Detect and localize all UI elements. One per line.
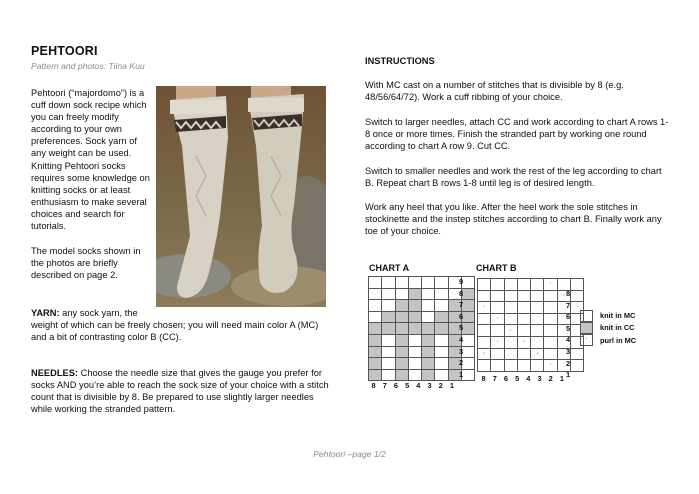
chart-b-column-numbers: [478, 374, 568, 383]
chart-cell: [462, 323, 475, 335]
chart-cell: [544, 336, 557, 348]
chart-cell: [504, 302, 517, 314]
chart-cell: [395, 358, 408, 370]
chart-cell: [491, 290, 504, 302]
chart-cell: [531, 360, 544, 372]
chart-row-number: 3: [566, 346, 571, 356]
chart-cell: [517, 279, 530, 291]
chart-row-number: 7: [566, 300, 571, 310]
chart-cell: [395, 311, 408, 323]
chart-cell: [382, 300, 395, 312]
chart-cell: [422, 369, 435, 381]
chart-cell: [422, 358, 435, 370]
needles-text: Choose the needle size that gives the gauge you prefer for socks AND you’re able to reach the sock size of your choice with a stitch count that is divisible by 8. Be prepared to use slightly larger needles while working the stranded pattern.: [31, 368, 329, 415]
chart-cell: [462, 369, 475, 381]
chart-cell: [369, 300, 382, 312]
chart-cell: [369, 323, 382, 335]
instruction-paragraph: Switch to larger needles, attach CC and work according to chart A rows 1-8 once or more times. Finish the stranded part by working one round according to chart A row 9. Cut CC.: [365, 117, 669, 152]
chart-row-number: 7: [459, 300, 464, 310]
chart-cell: [462, 288, 475, 300]
chart-row-number: 9: [459, 277, 464, 286]
chart-cell: ·: [491, 336, 504, 348]
chart-cell: [478, 336, 491, 348]
chart-cell: [517, 290, 530, 302]
yarn-text-start: any sock yarn, the: [59, 308, 138, 318]
chart-row-number: 1: [566, 370, 571, 380]
chart-cell: [395, 323, 408, 335]
chart-cell: [491, 325, 504, 337]
chart-cell: [408, 288, 421, 300]
chart-cell: [517, 325, 530, 337]
chart-column-number: 2: [548, 374, 553, 383]
chart-cell: [382, 346, 395, 358]
chart-cell: [478, 325, 491, 337]
legend-knit-mc: knit in MC: [600, 311, 636, 320]
chart-cell: [504, 313, 517, 325]
chart-cell: ·: [491, 313, 504, 325]
chart-row-number: 4: [459, 334, 464, 344]
chart-row-number: 8: [566, 289, 571, 298]
chart-cell: [435, 277, 448, 289]
chart-cell: [369, 277, 382, 289]
chart-cell: ·: [517, 336, 530, 348]
chart-cell: [517, 313, 530, 325]
legend-purl-mc: purl in MC: [600, 336, 637, 345]
legend-purl-mc-swatch: ·: [580, 334, 593, 346]
chart-cell: [571, 348, 584, 360]
chart-column-number: 7: [492, 374, 497, 383]
chart-cell: [491, 360, 504, 372]
chart-cell: [435, 334, 448, 346]
chart-cell: [422, 323, 435, 335]
chart-row-number: 5: [566, 323, 571, 333]
chart-cell: [408, 334, 421, 346]
chart-cell: [422, 334, 435, 346]
chart-cell: [478, 279, 491, 291]
chart-column-number: 3: [427, 381, 432, 390]
chart-cell: ·: [531, 348, 544, 360]
chart-row-number: 6: [566, 312, 571, 322]
chart-column-number: 5: [515, 374, 520, 383]
chart-cell: [395, 288, 408, 300]
chart-cell: [531, 302, 544, 314]
chart-a-column-numbers: [368, 381, 458, 390]
chart-cell: [408, 358, 421, 370]
chart-cell: [369, 334, 382, 346]
chart-cell: [491, 302, 504, 314]
chart-cell: [382, 358, 395, 370]
legend-knit-cc-swatch: [580, 322, 593, 334]
chart-cell: [504, 336, 517, 348]
chart-cell: [491, 348, 504, 360]
chart-column-number: 8: [371, 381, 376, 390]
chart-b-label: CHART B: [476, 263, 517, 273]
chart-cell: ·: [478, 302, 491, 314]
chart-column-number: 2: [438, 381, 443, 390]
chart-cell: ·: [544, 360, 557, 372]
yarn-section: [31, 307, 331, 343]
chart-cell: [504, 348, 517, 360]
needles-section: [31, 367, 334, 415]
chart-cell: [517, 302, 530, 314]
chart-cell: [504, 290, 517, 302]
chart-cell: [382, 277, 395, 289]
chart-cell: [422, 346, 435, 358]
chart-cell: [544, 290, 557, 302]
chart-cell: [408, 323, 421, 335]
chart-cell: [369, 369, 382, 381]
instructions-heading: INSTRUCTIONS: [365, 56, 435, 66]
chart-b-row-numbers: [566, 288, 570, 381]
chart-cell: [491, 279, 504, 291]
chart-cell: [435, 369, 448, 381]
chart-cell: [544, 302, 557, 314]
instruction-paragraph: With MC cast on a number of stitches that is divisible by 8 (e.g. 48/56/64/72). Work a cuff ribbing of your choice.: [365, 80, 624, 103]
chart-cell: [504, 279, 517, 291]
chart-cell: [435, 346, 448, 358]
socks-photo-illustration: [156, 86, 326, 307]
chart-column-number: 5: [405, 381, 410, 390]
chart-cell: ·: [504, 325, 517, 337]
chart-cell: [422, 311, 435, 323]
chart-cell: [382, 323, 395, 335]
instruction-paragraph: Work any heel that you like. After the heel work the sole stitches in stockinette and the instep stitches according to chart B. Finally work any toe of your choice.: [365, 202, 662, 237]
chart-cell: [462, 300, 475, 312]
needles-label: NEEDLES:: [31, 368, 79, 378]
chart-cell: [504, 360, 517, 372]
chart-cell: [382, 334, 395, 346]
chart-cell: [544, 348, 557, 360]
chart-cell: [422, 277, 435, 289]
chart-cell: [408, 300, 421, 312]
chart-cell: [382, 311, 395, 323]
chart-cell: [478, 360, 491, 372]
chart-cell: [435, 300, 448, 312]
chart-row-number: 5: [459, 323, 464, 333]
chart-column-number: 4: [526, 374, 531, 383]
intro-paragraph: The model socks shown in the photos are briefly described on page 2.: [31, 245, 141, 280]
chart-cell: [478, 313, 491, 325]
chart-cell: [382, 369, 395, 381]
chart-cell: [531, 279, 544, 291]
chart-cell: [517, 360, 530, 372]
chart-cell: [544, 325, 557, 337]
chart-cell: ·: [557, 290, 570, 302]
chart-cell: [531, 336, 544, 348]
chart-cell: [369, 358, 382, 370]
chart-cell: [531, 325, 544, 337]
chart-cell: [408, 311, 421, 323]
intro-paragraph: Pehtoori (“majordomo”) is a cuff down sock recipe which you can freely modify according to your own preferences. Sock yarn of any weight can be used. Knitting Pehtoori socks requires some knowledge on knitting socks or at least enthusiasm to make several choices and search for tutorials.: [31, 88, 150, 232]
chart-cell: [462, 277, 475, 289]
chart-cell: [531, 290, 544, 302]
chart-cell: [408, 346, 421, 358]
chart-cell: [517, 348, 530, 360]
chart-cell: [395, 346, 408, 358]
socks-photo: [156, 86, 326, 307]
chart-cell: [435, 288, 448, 300]
chart-row-number: 4: [566, 335, 571, 345]
chart-column-number: 7: [382, 381, 387, 390]
chart-cell: [395, 369, 408, 381]
chart-column-number: 6: [393, 381, 399, 390]
chart-a-label: CHART A: [369, 263, 410, 273]
chart-cell: [478, 290, 491, 302]
chart-cell: [395, 300, 408, 312]
page-title: PEHTOORI: [31, 44, 98, 58]
chart-column-number: 1: [449, 381, 454, 390]
chart-cell: [395, 277, 408, 289]
chart-column-number: 1: [559, 374, 564, 383]
chart-cell: [408, 369, 421, 381]
chart-cell: [422, 288, 435, 300]
chart-row-number: 2: [459, 358, 464, 368]
yarn-text: weight of which can be freely chosen; you will need main color A (MC) and a bit of contrasting color B (CC).: [31, 320, 319, 343]
chart-column-number: 4: [416, 381, 421, 390]
chart-column-number: 3: [537, 374, 542, 383]
chart-cell: ·: [478, 348, 491, 360]
page-footer: Pehtoori –page 1/2: [313, 449, 386, 459]
chart-cell: [369, 311, 382, 323]
chart-cell: [571, 279, 584, 291]
chart-column-number: 8: [481, 374, 486, 383]
chart-cell: ·: [544, 279, 557, 291]
chart-cell: [571, 360, 584, 372]
chart-cell: [408, 277, 421, 289]
legend-knit-cc: knit in CC: [600, 323, 635, 332]
intro-text: [31, 87, 153, 293]
chart-row-number: 2: [566, 358, 571, 368]
chart-cell: [531, 313, 544, 325]
chart-a-row-numbers: [459, 276, 463, 380]
yarn-label: YARN:: [31, 308, 60, 318]
chart-cell: [369, 288, 382, 300]
chart-cell: [382, 288, 395, 300]
chart-row-number: 8: [459, 288, 464, 298]
photo-credit: Pattern and photos: Tiina Kuu: [31, 61, 145, 71]
chart-column-number: 6: [503, 374, 509, 383]
chart-cell: [435, 358, 448, 370]
chart-cell: [395, 334, 408, 346]
legend-knit-mc-swatch: [580, 310, 593, 322]
chart-row-number: 3: [459, 346, 464, 356]
instruction-paragraph: Switch to smaller needles and work the rest of the leg according to chart B. Repeat chart B rows 1-8 until leg is of desired length.: [365, 166, 662, 189]
chart-cell: [435, 323, 448, 335]
chart-cell: [571, 290, 584, 302]
chart-cell: ·: [571, 302, 584, 314]
chart-cell: [462, 346, 475, 358]
chart-row-number: 6: [459, 311, 464, 321]
chart-cell: [462, 311, 475, 323]
chart-cell: [462, 358, 475, 370]
chart-row-number: 1: [459, 369, 464, 379]
chart-cell: [462, 334, 475, 346]
chart-cell: [369, 346, 382, 358]
chart-cell: [544, 313, 557, 325]
chart-cell: [422, 300, 435, 312]
chart-cell: [435, 311, 448, 323]
